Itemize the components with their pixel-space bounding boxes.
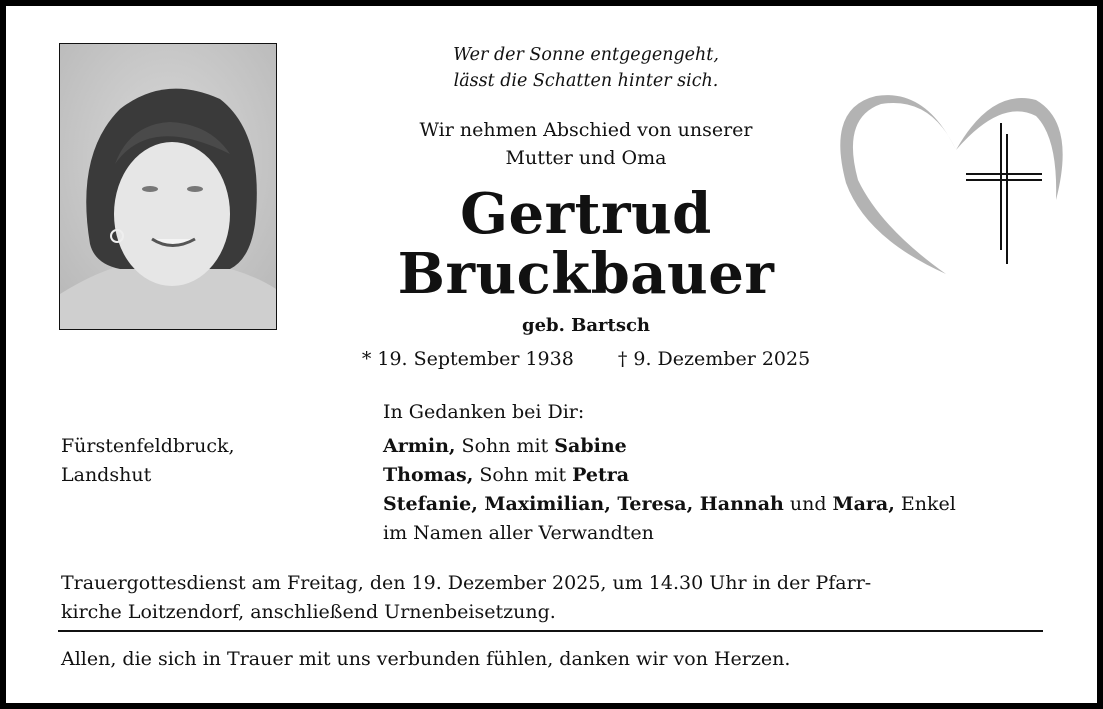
- quote: [306, 42, 866, 94]
- relation-text: Sohn mit: [455, 435, 555, 457]
- thanks-text: Allen, die sich in Trauer mit uns verbunden fühlen, danken wir von Herzen.: [61, 648, 791, 670]
- mourner-line: [383, 461, 956, 490]
- intro-line-1: Wir nehmen Abschied von unserer: [419, 119, 753, 141]
- life-dates: [306, 345, 866, 373]
- relation-text: Enkel: [894, 493, 956, 515]
- relation-text: und: [783, 493, 833, 515]
- mourners-places: [61, 432, 235, 490]
- mourner-line: [383, 432, 956, 461]
- mourners-heading: In Gedanken bei Dir:: [383, 401, 585, 423]
- death-date: † 9. Dezember 2025: [617, 348, 811, 370]
- portrait-photo: [59, 43, 277, 330]
- heart-cross-icon: [836, 88, 1066, 278]
- mourner-line: [383, 519, 956, 548]
- first-name: Gertrud: [460, 181, 712, 247]
- quote-line-1: Wer der Sonne entgegengeht,: [453, 45, 719, 65]
- relation-text: Sohn mit: [473, 464, 573, 486]
- service-line-2: kirche Loitzendorf, anschließend Urnenbeisetzung.: [61, 601, 556, 623]
- birth-date: * 19. September 1938: [361, 348, 574, 370]
- mourner-name: Stefanie, Maximilian, Teresa, Hannah: [383, 493, 784, 515]
- service-line-1: Trauergottesdienst am Freitag, den 19. Dezember 2025, um 14.30 Uhr in der Pfarr-: [61, 572, 872, 594]
- place-2: Landshut: [61, 464, 152, 486]
- place-1: Fürstenfeldbruck,: [61, 435, 235, 457]
- obituary-notice: [6, 6, 1097, 703]
- mourner-name: Petra: [572, 464, 630, 486]
- mourner-name: Armin,: [383, 435, 456, 457]
- intro-text: [306, 116, 866, 172]
- deceased-name: [306, 181, 866, 307]
- funeral-service-info: [61, 569, 1051, 627]
- quote-line-2: lässt die Schatten hinter sich.: [453, 71, 719, 91]
- mourners-list: [383, 432, 956, 548]
- mourner-name: Sabine: [554, 435, 627, 457]
- relatives-text: im Namen aller Verwandten: [383, 522, 654, 544]
- last-name: Bruckbauer: [397, 241, 775, 307]
- intro-line-2: Mutter und Oma: [505, 147, 667, 169]
- mourner-line: [383, 490, 956, 519]
- maiden-name: geb. Bartsch: [521, 315, 650, 336]
- mourner-name: Thomas,: [383, 464, 474, 486]
- mourner-name: Mara,: [832, 493, 895, 515]
- portrait-image: [60, 44, 276, 329]
- divider: [58, 630, 1043, 632]
